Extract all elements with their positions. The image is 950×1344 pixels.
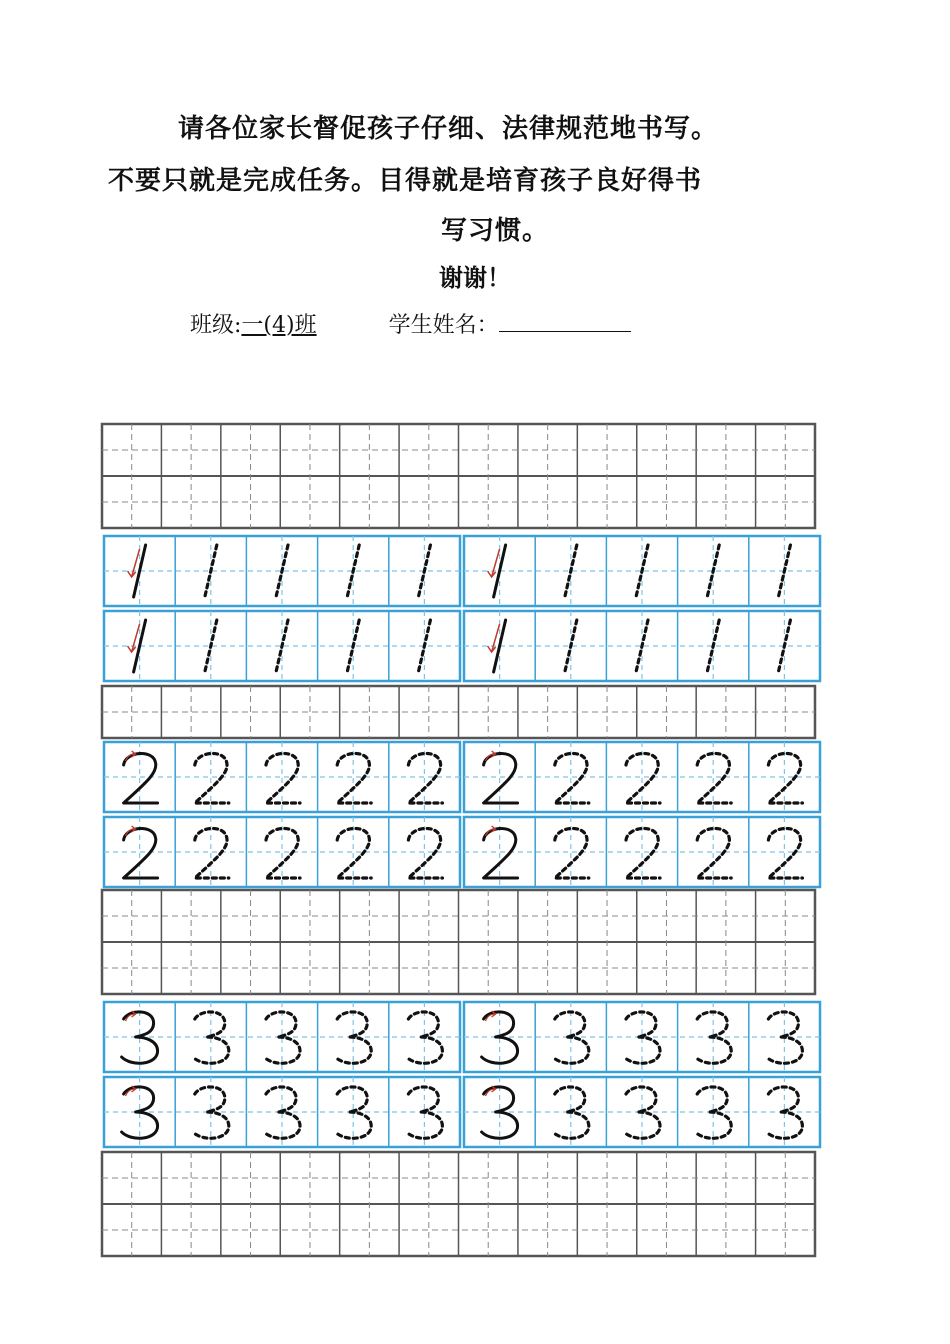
digit-2-model-stroke bbox=[124, 753, 158, 803]
digit-2-trace-stroke bbox=[697, 753, 731, 803]
digit-2-trace-stroke bbox=[626, 828, 660, 878]
digit-2-trace-stroke bbox=[195, 753, 229, 803]
class-label: 班级: bbox=[190, 313, 242, 338]
notice-line-2: 不要只就是完成任务。目得就是培育孩子良好得书 bbox=[108, 166, 703, 196]
digit-2-trace-stroke bbox=[697, 828, 731, 878]
digit-2-trace-stroke bbox=[266, 753, 300, 803]
digit-2-trace-stroke bbox=[555, 828, 589, 878]
student-name-label: 学生姓名： bbox=[388, 313, 499, 338]
stroke-order-arrowhead bbox=[488, 646, 496, 652]
digit-2-trace-stroke bbox=[626, 753, 660, 803]
digit-2-model-stroke bbox=[124, 828, 158, 878]
notice-line-3: 写习惯。 bbox=[440, 216, 549, 246]
digit-2-trace-stroke bbox=[195, 828, 229, 878]
digit-2-model-stroke bbox=[484, 753, 518, 803]
digit-2-trace-stroke bbox=[768, 828, 802, 878]
digit-2-trace-stroke bbox=[266, 828, 300, 878]
stroke-order-arrowhead bbox=[128, 571, 136, 577]
digit-2-trace-stroke bbox=[337, 828, 371, 878]
digit-2-trace-stroke bbox=[337, 753, 371, 803]
digit-2-trace-stroke bbox=[408, 753, 442, 803]
stroke-order-arrowhead bbox=[488, 571, 496, 577]
thanks-text: 谢谢！ bbox=[439, 264, 511, 292]
digit-2-trace-stroke bbox=[768, 753, 802, 803]
stroke-order-arrowhead bbox=[128, 646, 136, 652]
notice-line-1: 请各位家长督促孩子仔细、法律规范地书写。 bbox=[178, 114, 719, 144]
digit-2-model-stroke bbox=[484, 828, 518, 878]
digit-2-trace-stroke bbox=[408, 828, 442, 878]
digit-2-trace-stroke bbox=[555, 753, 589, 803]
class-value: 一(4)班 bbox=[241, 313, 317, 338]
